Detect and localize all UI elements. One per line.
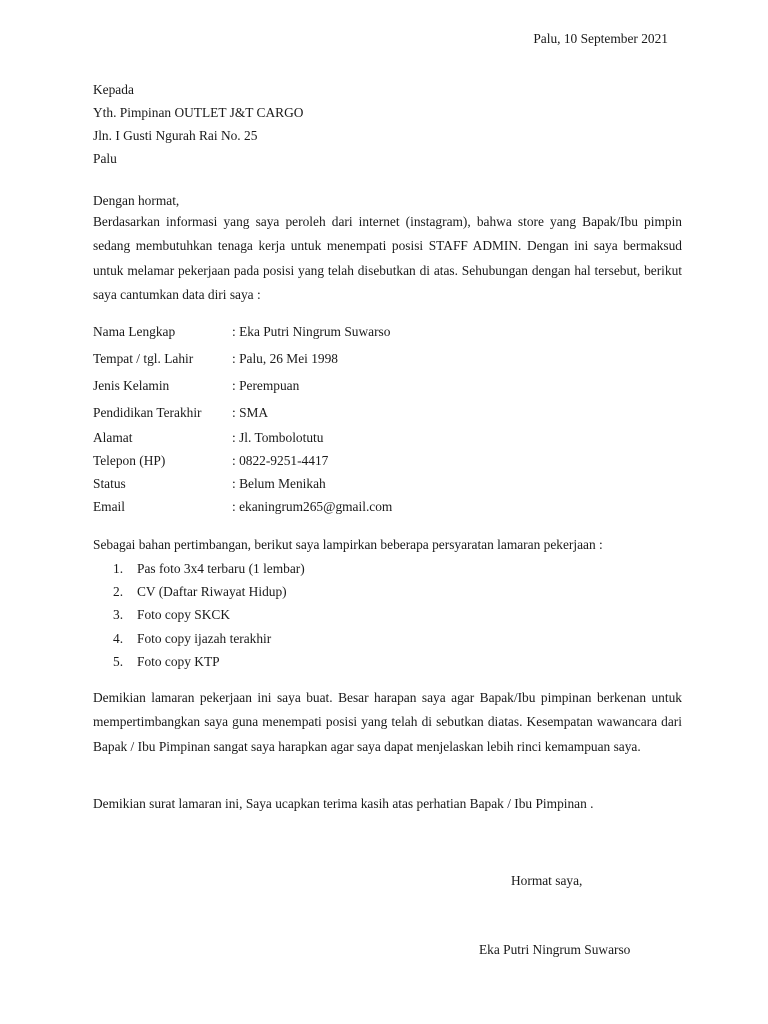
personal-data-row <box>93 372 392 399</box>
personal-data-row <box>93 472 392 495</box>
field-label: Pendidikan Terakhir <box>93 404 202 420</box>
list-number: 1. <box>113 561 124 576</box>
personal-data-row <box>93 426 392 449</box>
field-label: Status <box>93 475 126 491</box>
list-item-text: Foto copy KTP <box>137 653 220 669</box>
list-item <box>113 580 305 603</box>
list-item <box>113 627 305 650</box>
field-value: : SMA <box>232 404 269 420</box>
list-item-text: CV (Daftar Riwayat Hidup) <box>137 584 287 600</box>
list-number: 3. <box>113 607 124 623</box>
field-value: : Eka Putri Ningrum Suwarso <box>232 323 391 339</box>
recipient-line: Kepada <box>93 82 134 97</box>
field-label: Jenis Kelamin <box>93 377 170 393</box>
recipient-line: Palu <box>93 151 117 166</box>
list-item-text: Foto copy SKCK <box>137 607 231 623</box>
requirements-intro: Sebagai bahan pertimbangan, berikut saya lampirkan beberapa persyaratan lamaran pekerjaan : <box>93 537 603 552</box>
field-value: : 0822-9251-4417 <box>232 452 329 468</box>
personal-data-row <box>93 495 392 518</box>
personal-data-row <box>93 318 392 345</box>
recipient-block <box>93 78 303 170</box>
recipient-line: Jln. I Gusti Ngurah Rai No. 25 <box>93 128 258 143</box>
list-item <box>113 603 305 626</box>
personal-data-row <box>93 345 392 372</box>
list-item <box>113 650 305 673</box>
list-item <box>113 557 305 580</box>
list-item-text: Foto copy ijazah terakhir <box>137 630 272 646</box>
closing-paragraph: Demikian lamaran pekerjaan ini saya buat. Besar harapan saya agar Bapak/Ibu pimpinan berkenan untuk mempertimbangkan saya guna menempati posisi yang telah di sebutkan diatas. Kesempatan wawancara dari Bapak / Ibu Pimpinan sangat saya harapkan agar saya dapat menjelaskan lebih rinci kemampuan saya. <box>93 690 682 754</box>
intro-paragraph: Berdasarkan informasi yang saya peroleh dari internet (instagram), bahwa store yang Bapak/Ibu pimpin sedang membutuhkan tenaga kerja untuk menempati posisi STAFF ADMIN. Dengan ini saya bermaksud untuk melamar pekerjaan pada posisi yang telah disebutkan di atas. Sehubungan dengan hal tersebut, berikut saya cantumkan data diri saya : <box>93 214 682 302</box>
field-label: Telepon (HP) <box>93 452 166 468</box>
field-value: : Belum Menikah <box>232 475 326 491</box>
list-number: 2. <box>113 584 124 600</box>
field-value: : Jl. Tombolotutu <box>232 429 324 445</box>
list-item-text: Pas foto 3x4 terbaru (1 lembar) <box>137 561 305 576</box>
field-label: Alamat <box>93 429 133 445</box>
personal-data-table <box>93 318 392 518</box>
personal-data-row <box>93 449 392 472</box>
field-value: : ekaningrum265@gmail.com <box>232 498 393 514</box>
signer-name: Eka Putri Ningrum Suwarso <box>479 942 631 957</box>
recipient-line: Yth. Pimpinan OUTLET J&T CARGO <box>93 105 304 120</box>
requirements-list <box>113 557 305 673</box>
list-number: 4. <box>113 630 124 646</box>
regards-line: Hormat saya, <box>511 873 583 888</box>
field-label: Email <box>93 498 125 514</box>
personal-data-row <box>93 399 392 426</box>
thanks-line: Demikian surat lamaran ini, Saya ucapkan terima kasih atas perhatian Bapak / Ibu Pimpinan . <box>93 796 594 811</box>
salutation: Dengan hormat, <box>93 193 180 208</box>
field-label: Tempat / tgl. Lahir <box>93 350 194 366</box>
list-number: 5. <box>113 653 124 669</box>
field-value: : Perempuan <box>232 377 300 393</box>
field-label: Nama Lengkap <box>93 323 176 339</box>
letter-date: Palu, 10 September 2021 <box>533 31 668 46</box>
field-value: : Palu, 26 Mei 1998 <box>232 350 339 366</box>
